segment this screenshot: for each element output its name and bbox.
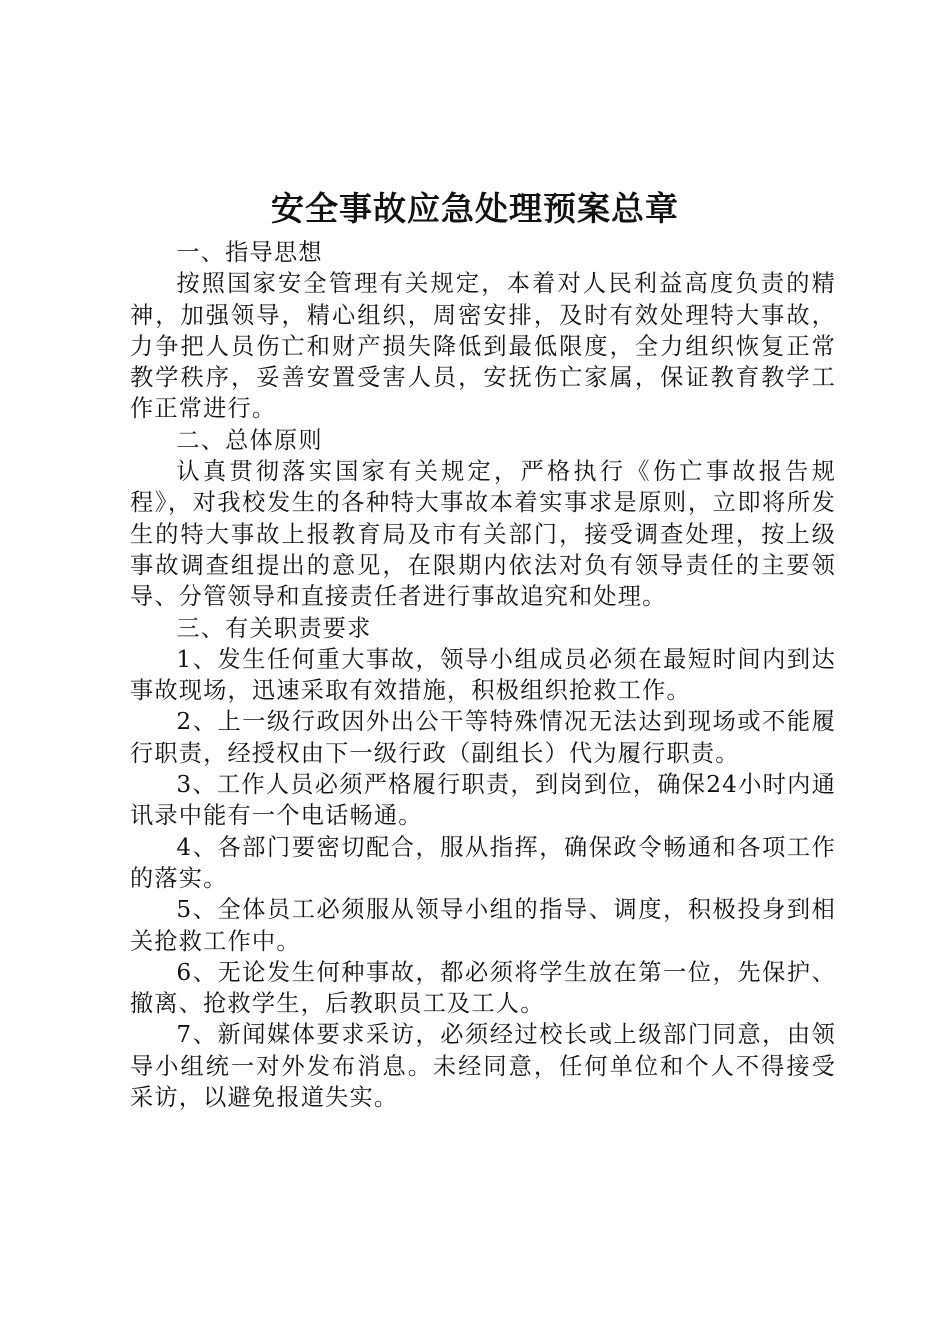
- section-heading-general-principles: 二、总体原则: [176, 426, 323, 454]
- section-heading-guiding-ideology: 一、指导思想: [176, 239, 323, 266]
- section-heading-responsibilities: 三、有关职责要求: [176, 614, 372, 642]
- responsibility-item-3: 3、工作人员必须严格履行职责，到岗到位，确保24小时内通讯录中能有一个电话畅通。: [130, 771, 836, 830]
- responsibility-item-7: 7、新闻媒体要求采访，必须经过校长或上级部门同意，由领导小组统一对外发布消息。未经同意，任何单位和个人不得接受采访，以避免报道失实。: [130, 1021, 836, 1112]
- paragraph-general-principles: 认真贯彻落实国家有关规定，严格执行《伤亡事故报告规程》，对我校发生的各种特大事故本着实事求是原则，立即将所发生的特大事故上报教育局及市有关部门，接受调查处理，按上级事故调查组提出的意见，在限期内依法对负有领导责任的主要领导、分管领导和直接责任者进行事故追究和处理。: [130, 458, 836, 611]
- responsibility-item-1: 1、发生任何重大事故，领导小组成员必须在最短时间内到达事故现场，迅速采取有效措施，积极组织抢救工作。: [130, 645, 836, 705]
- responsibility-item-2: 2、上一级行政因外出公干等特殊情况无法达到现场或不能履行职责，经授权由下一级行政（副组长）代为履行职责。: [130, 708, 836, 767]
- responsibility-item-4: 4、各部门要密切配合，服从指挥，确保政令畅通和各项工作的落实。: [130, 833, 836, 892]
- responsibility-item-6: 6、无论发生何种事故，都必须将学生放在第一位，先保护、撤离、抢救学生，后教职员工及工人。: [130, 958, 836, 1018]
- paragraph-guiding-ideology: 按照国家安全管理有关规定，本着对人民利益高度负责的精神，加强领导，精心组织，周密安排，及时有效处理特大事故，力争把人员伤亡和财产损失降低到最低限度，全力组织恢复正常教学秩序，妥善安置受害人员，安抚伤亡家属，保证教育教学工作正常进行。: [130, 270, 836, 423]
- document-body: [130, 237, 836, 1113]
- responsibility-item-5: 5、全体员工必须服从领导小组的指导、调度，积极投身到相关抢救工作中。: [130, 896, 836, 955]
- document-title: 安全事故应急处理预案总章: [271, 189, 679, 228]
